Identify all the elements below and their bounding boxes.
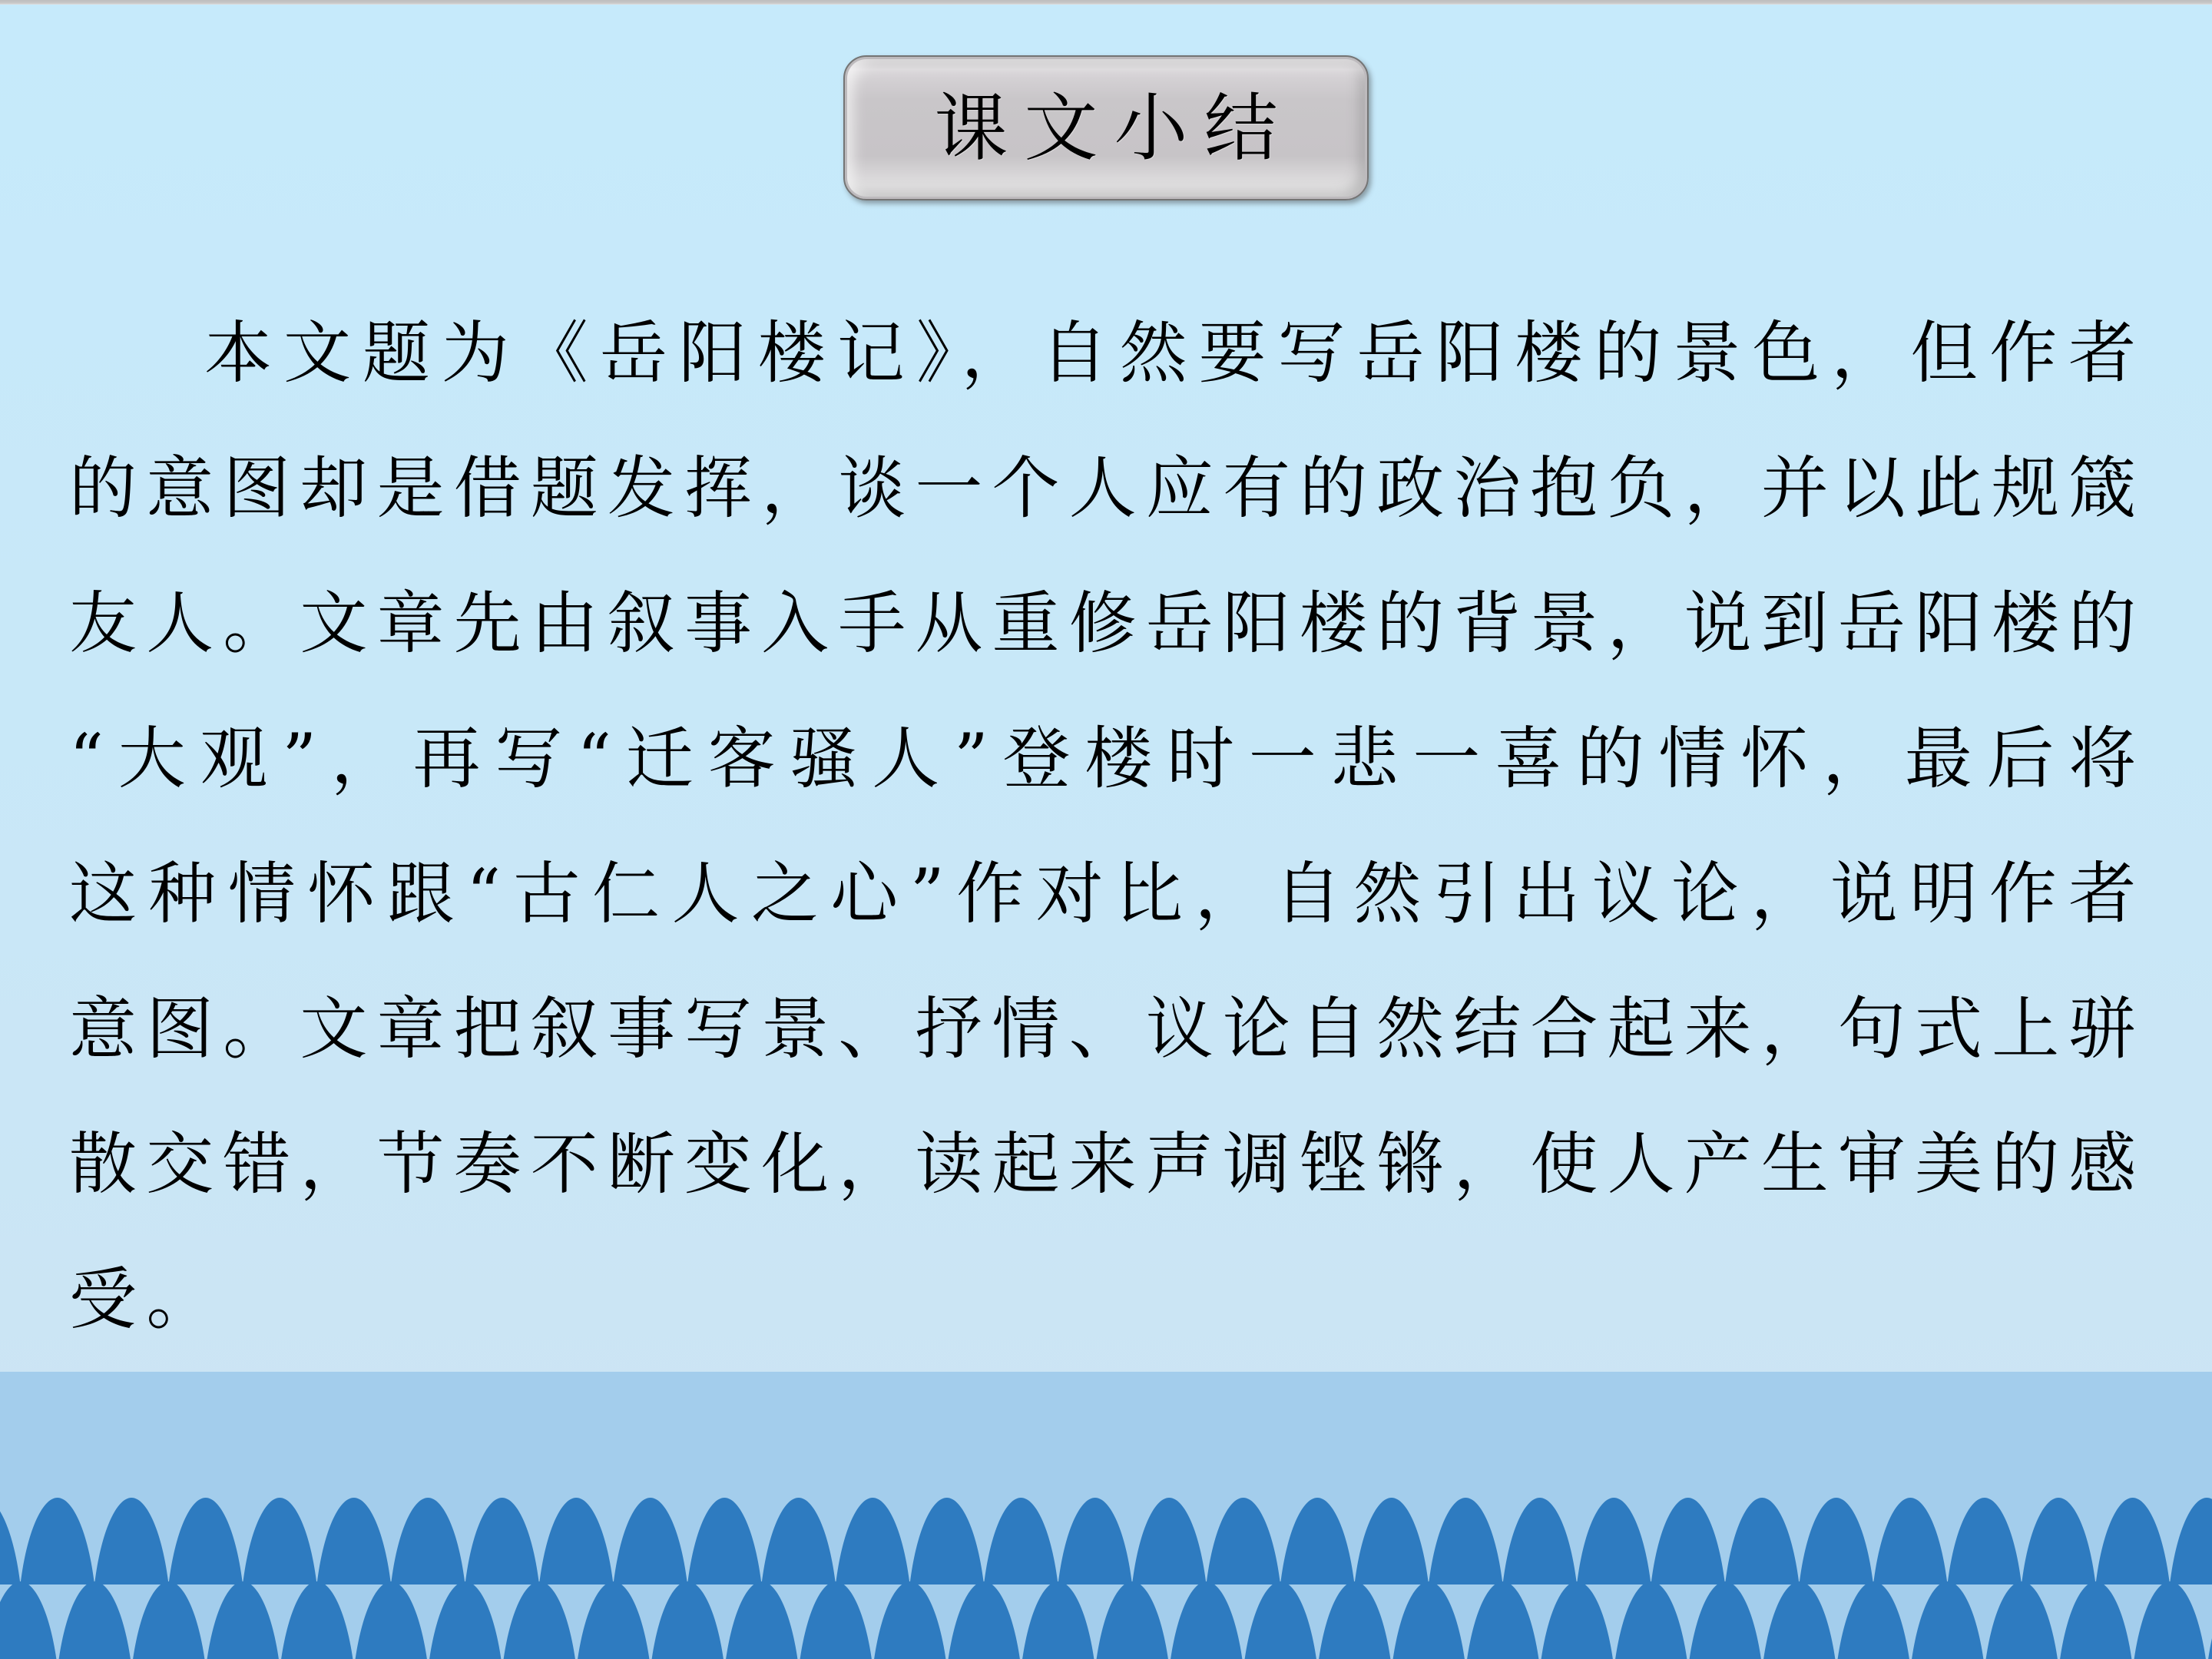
paragraph-line: 受。	[69, 1260, 224, 1339]
section-title-label: 课文小结	[934, 84, 1294, 171]
wave-footer-decoration	[0, 1372, 2212, 1659]
paragraph-line: “大观”，再写“迁客骚人”登楼时一悲一喜的情怀，最后将	[69, 719, 2143, 798]
paragraph-line: 本文题为《岳阳楼记》，自然要写岳阳楼的景色，但作者	[204, 313, 2143, 392]
wave-row-1	[0, 1498, 2212, 1584]
paragraph-line: 意图。文章把叙事写景、抒情、议论自然结合起来，句式上骈	[69, 989, 2143, 1068]
paragraph-line: 散交错，节奏不断变化，读起来声调铿锵，使人产生审美的感	[69, 1124, 2143, 1204]
summary-paragraph	[0, 286, 2212, 1367]
wave-row-2	[0, 1581, 2212, 1659]
section-title-badge	[843, 55, 1369, 200]
paragraph-line: 的意图却是借题发挥，谈一个人应有的政治抱负，并以此规箴	[69, 449, 2143, 528]
paragraph-line: 友人。文章先由叙事入手从重修岳阳楼的背景，说到岳阳楼的	[69, 584, 2143, 663]
window-edge-strip	[0, 0, 2212, 5]
paragraph-line: 这种情怀跟“古仁人之心”作对比，自然引出议论，说明作者	[69, 854, 2143, 933]
wave-pattern	[0, 1372, 2212, 1659]
